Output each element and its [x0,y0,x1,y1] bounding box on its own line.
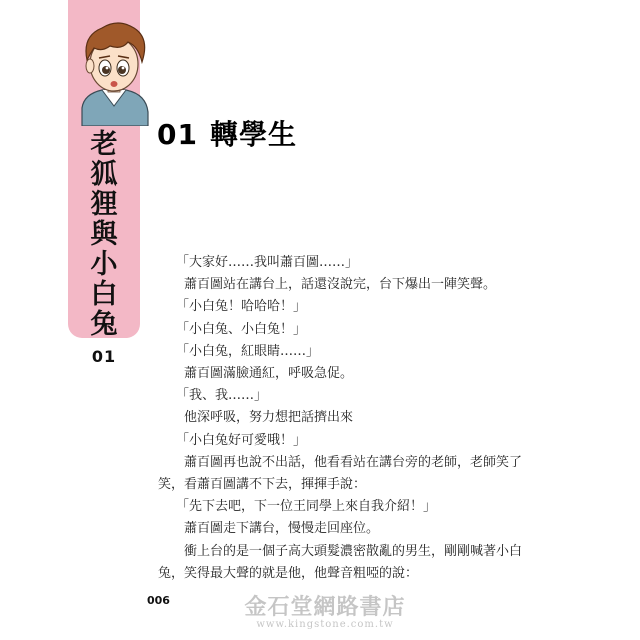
story-paragraph: 蕭百圖走下講台，慢慢走回座位。 [184,521,380,537]
watermark-url: www.kingstone.com.tw [256,619,394,630]
story-paragraph: 「小白兔好可愛哦！」 [176,432,307,448]
chapter-name: 轉學生 [209,118,297,151]
series-title-char: 狐 [90,159,118,190]
chapter-number: 01 [157,118,198,151]
story-body [158,252,538,585]
story-paragraph: 衝上台的是一個子高大頭髮濃密散亂的男生，剛剛喊著小白兔，笑得最大聲的就是他，他聲音粗啞的說： [158,543,523,581]
series-title-char: 兔 [90,309,118,340]
chapter-title [157,113,297,153]
story-paragraph: 「小白兔，紅眼睛……」 [176,343,320,359]
story-paragraph: 「我、我……」 [176,388,268,404]
story-paragraph: 「大家好……我叫蕭百圖……」 [176,255,359,270]
series-title-vertical [80,130,128,372]
series-title-char: 白 [90,279,118,310]
story-paragraph: 蕭百圖滿臉通紅，呼吸急促。 [184,366,354,382]
series-title-char: 與 [90,219,118,250]
page-number: 006 [147,594,170,607]
store-watermark [225,590,425,630]
story-paragraph: 「先下去吧，下一位王同學上來自我介紹！」 [176,499,437,515]
series-title-char: 老 [90,129,118,160]
story-paragraph: 蕭百圖站在講台上，話還沒說完，台下爆出一陣笑聲。 [184,277,497,293]
boy-character-illustration [72,16,156,126]
series-volume-number: 01 [91,347,117,366]
series-title-char: 狸 [90,189,118,220]
story-paragraph: 他深呼吸，努力想把話擠出來 [184,410,354,426]
story-paragraph: 蕭百圖再也說不出話，他看看站在講台旁的老師，老師笑了笑，看蕭百圖講不下去，揮揮手說： [158,454,523,493]
series-title-char: 小 [90,249,118,280]
story-paragraph: 「小白兔！哈哈哈！」 [176,299,307,315]
story-paragraph: 「小白兔、小白兔！」 [176,321,307,337]
watermark-store-name: 金石堂網路書店 [244,594,406,620]
